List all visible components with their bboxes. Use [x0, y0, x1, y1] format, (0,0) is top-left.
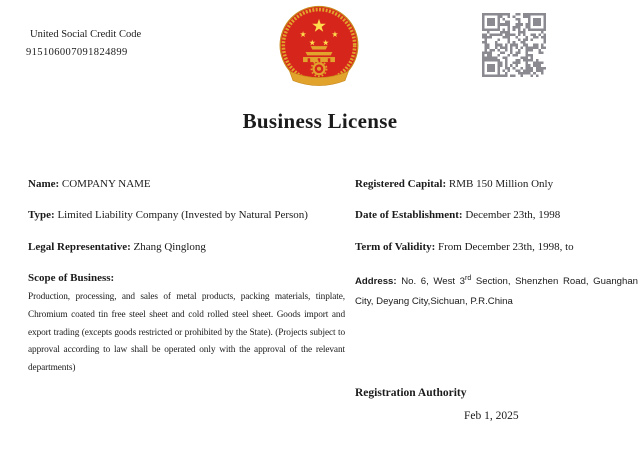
field-registered-capital-value: RMB 150 Million Only	[448, 178, 554, 190]
field-registered-capital	[355, 178, 553, 190]
field-legal-representative	[28, 241, 206, 253]
field-address	[355, 272, 638, 311]
field-date-of-establishment-value: December 23th, 1998	[465, 209, 561, 221]
registration-authority-label: Registration Authority	[355, 387, 467, 399]
field-term-of-validity-label: Term of Validity:	[355, 241, 436, 253]
field-type	[28, 209, 308, 221]
issue-date: Feb 1, 2025	[464, 410, 519, 422]
field-address-label: Address:	[355, 276, 397, 287]
field-term-of-validity-value: From December 23th, 1998, to	[438, 241, 574, 253]
field-address-value-part2: Section, Shenzhen Road, Guanghan City, Deyang City,Sichuan, P.R.China	[355, 276, 638, 307]
field-address-value-part1: No. 6, West 3	[401, 276, 466, 287]
field-registered-capital-label: Registered Capital:	[355, 178, 447, 190]
field-scope-of-business-label: Scope of Business:	[28, 272, 115, 284]
field-address-ordinal-superscript: rd	[465, 274, 472, 282]
qr-code	[482, 13, 546, 77]
field-legal-representative-value: Zhang Qinglong	[133, 241, 206, 253]
united-social-credit-code-value: 915106007091824899	[26, 47, 128, 58]
china-national-emblem-icon	[277, 5, 361, 99]
scope-of-business-paragraph: Production, processing, and sales of metal products, packing materials, tinplate, Chromium coated tin free steel sheet and cold rolled steel sheet. Goods import and export trading (excepts goods restricted or prohibited by the State). (Projects subject to approval according to law shall be operated only with the approval of the relevant departments)	[28, 292, 345, 374]
field-type-value: Limited Liability Company (Invested by Natural Person)	[57, 209, 308, 221]
field-date-of-establishment	[355, 209, 560, 221]
document-title: Business License	[242, 109, 398, 133]
united-social-credit-code-label: United Social Credit Code	[30, 29, 142, 40]
field-legal-representative-label: Legal Representative:	[28, 241, 131, 253]
field-type-label: Type:	[28, 209, 55, 221]
field-term-of-validity	[355, 241, 574, 253]
field-name	[28, 178, 151, 190]
field-name-label: Name:	[28, 178, 60, 190]
field-scope-of-business-heading	[28, 272, 114, 284]
field-name-value: COMPANY NAME	[61, 178, 151, 190]
field-date-of-establishment-label: Date of Establishment:	[355, 209, 463, 221]
